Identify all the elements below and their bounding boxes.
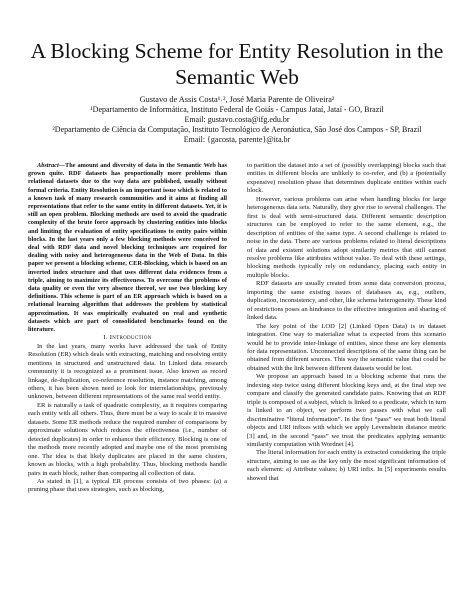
paper-title: A Blocking Scheme for Entity Resolution in the Semantic Web: [30, 39, 444, 89]
paragraph: The literal information for each entity is extracted considering the triple structure, aiming to use as the key only the most significant information of each element: a) Attribute values; b) URI infix. In [5] experiments results showed that: [247, 449, 446, 482]
left-column: [28, 162, 227, 495]
abstract-label: Abstract: [37, 162, 59, 169]
paragraph: RDF datasets are usually created from some data conversion process, importing the same existing issues of databases as, e.g., outliers, duplication, inconsistency, and other, like schema heterogeneity. These kind of restrictions poses an hindrance to the effective integration and sharing of linked data.: [247, 280, 446, 322]
paragraph: to partition the dataset into a set of (possibly overlapping) blocks such that entities in different blocks are unlikely to co-refer, and (b) a (potentially expensive) resolution phase that determines duplicate entities within each block.: [247, 162, 446, 195]
paragraph: As stated in [1], a typical ER process consists of two phases: (a) a pruning phase that uses strategies, such as blocking,: [28, 477, 227, 494]
paragraph: In the last years, many works have addressed the task of Entity Resolution (ER) which deals with extracting, matching and resolving entity mentions in structured and unstructured data. In Linked data research community it is recognized as a prominent issue. Also known as record linkage, de-duplication, co-reference resolution, instance matching, among others, it has been shown need to look for interrelationships, previously unknown, between different representations of the same real world entity.: [28, 342, 227, 401]
affiliation-1: ¹Departamento de Informática, Instituto Federal de Goiás - Campus Jataí, Jataí - GO, Brazil: [90, 105, 384, 114]
paragraph: ER is naturally a task of quadratic complexity, as it requires comparing each entity with all others. Thus, there must be a way to scale it to massive datasets. Some ER methods reduce the required number of comparisons by approximate solutions which reduces the effectiveness (i.e., number of detected duplicates) in order to enhance their efficiency. Blocking is one of the methods more recently adopted and maybe one of the most promising one. The idea is that likely duplicates are placed in the same clusters, known as blocks, with a high probability. Thus, blocking methods handle pairs in each block, rather than comparing all collection of data.: [28, 401, 227, 477]
affiliation-2: ²Departamento de Ciência da Computação, Instituto Tecnológico de Aeronáutica, São José dos Campos - SP, Brazil: [52, 125, 422, 134]
paragraph: The key point of the LOD [2] (Linked Open Data) is in dataset integration. One way to materialize what is expected from this scenario would be to provide inter-linkage of entities, since these are key elements for data representation. Unconnected descriptions of the same thing can be obtained from different sources. This way the semantic value that could be obtained with the link between different datasets would be lost.: [247, 322, 446, 372]
right-column: [247, 162, 446, 483]
author-block: [20, 95, 454, 145]
abstract-text: —The amount and diversity of data in the Semantic Web has grown quite. RDF datasets has proportionally more problems than relational datasets due to the way data are published, usually without formal criteria. Entity Resolution is an important issue which is related to a known task of many research communities and it aims at finding all representations that refer to the same entity in different datasets. Yet, it is still an open problem. Blocking methods are used to avoid the quadratic complexity of the brute force approach by clustering entities into blocks and limiting the evaluation of entity specifications to entity pairs within blocks. In the last years only a few blocking methods were conceived to deal with RDF data and novel blocking techniques are required for dealing with noisy and heterogeneous data in the Web of Data. In this paper we present a blocking scheme, CER-Blocking, which is based on an inverted index structure and that uses different data evidences from a triple, aiming to maximize its effectiveness. To overcome the problems of data quality or even the very absence thereof, we use two blocking key definitions. This scheme is part of an ER approach which is based on a relational learning algorithm that addresses the problem by statistical approximation. It was empirically evaluated on real and synthetic datasets which are part of consolidated benchmarks found on the literature.: [28, 162, 227, 334]
paragraph: We propose an approach based in a blocking scheme that runs the indexing step twice using different blocking keys and, at the final step we compare and classify the generated candidate pairs. Knowing that an RDF triple is composed of a subject, which is linked to a predicate, which in turn is linked to an object, we perform two passes with what we call discriminative “literal information”. In the first “pass” we treat both literal objects and URI infixes with which we apply Levenshtein distance metric [3] and, in the second “pass” we treat the predicates applying semantic similarity computation with Wordnet [4].: [247, 373, 446, 448]
email-1: Email: gustavo.costa@ifg.edu.br: [184, 115, 290, 124]
section-heading-introduction: I. Introduction: [103, 334, 152, 342]
abstract: [28, 162, 227, 334]
email-2: Email: {gacosta, parente}@ita.br: [183, 135, 291, 144]
paragraph: However, various problems can arise when handling blocks for large heterogeneous data sets. Naturally, they give rise to several challenges. The first is deal with semi-structured data. Different semantic description structures can be employed to refer to the same element, e.g., the description of entities of the same type. A second challenge is related to noise in the data. There are various problems related to literal descriptions of data and existent solutions adopt similarity metrics that still cannot resolve problems like attributes without value. To deal with these settings, blocking methods typically rely on redundancy, placing each entity in multiple blocks.: [247, 195, 446, 279]
author-names: Gustavo de Assis Costa¹˒², José Maria Parente de Oliveira²: [139, 95, 335, 104]
